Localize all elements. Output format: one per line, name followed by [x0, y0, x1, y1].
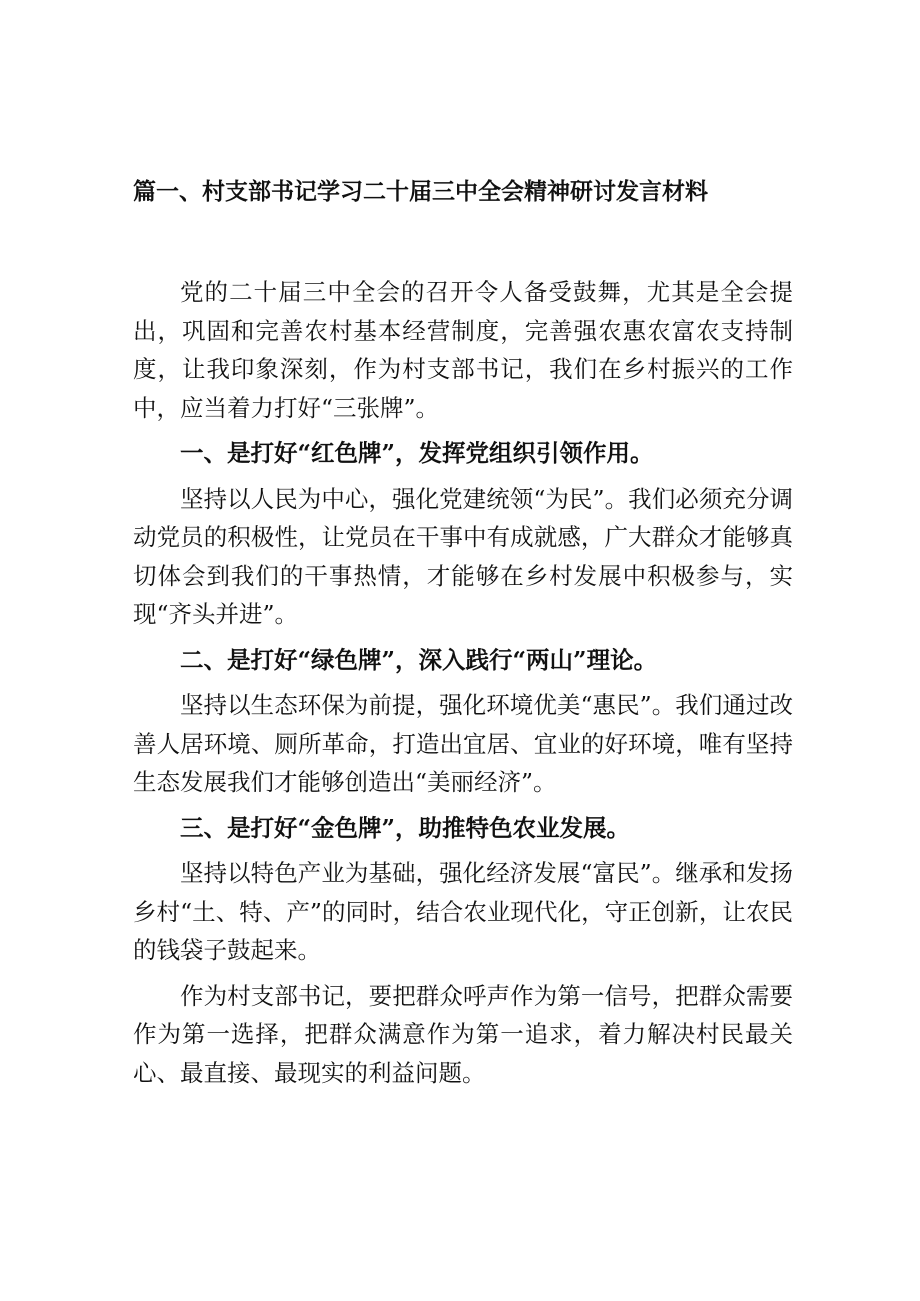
closing-paragraph: 作为村支部书记，要把群众呼声作为第一信号，把群众需要作为第一选择，把群众满意作为第一追求，着力解决村民最关心、最直接、最现实的利益问题。	[133, 981, 793, 1087]
section-heading-green: 二、是打好“绿色牌”，深入践行“两山”理论。	[180, 645, 658, 674]
document-title: 篇一、村支部书记学习二十届三中全会精神研讨发言材料	[133, 178, 708, 205]
document-body	[133, 273, 793, 1099]
section-paragraph-red: 坚持以人民为中心，强化党建统领“为民”。我们必须充分调动党员的积极性，让党员在干事中有成就感，广大群众才能够真切体会到我们的干事热情，才能够在乡村发展中积极参与，实现“齐头并进”。	[133, 484, 793, 628]
section-heading-gold: 三、是打好“金色牌”，助推特色农业发展。	[180, 813, 631, 842]
section-paragraph-gold: 坚持以特色产业为基础，强化经济发展“富民”。继承和发扬乡村“土、特、产”的同时，结合农业现代化，守正创新，让农民的钱袋子鼓起来。	[133, 859, 793, 964]
section-heading-red: 一、是打好“红色牌”，发挥党组织引领作用。	[180, 439, 654, 467]
intro-paragraph: 党的二十届三中全会的召开令人备受鼓舞，尤其是全会提出，巩固和完善农村基本经营制度，完善强农惠农富农支持制度，让我印象深刻，作为村支部书记，我们在乡村振兴的工作中，应当着力打好“三张牌”。	[133, 278, 793, 422]
section-paragraph-green: 坚持以生态环保为前提，强化环境优美“惠民”。我们通过改善人居环境、厕所革命，打造出宜居、宜业的好环境，唯有坚持生态发展我们才能够创造出“美丽经济”。	[133, 691, 793, 796]
